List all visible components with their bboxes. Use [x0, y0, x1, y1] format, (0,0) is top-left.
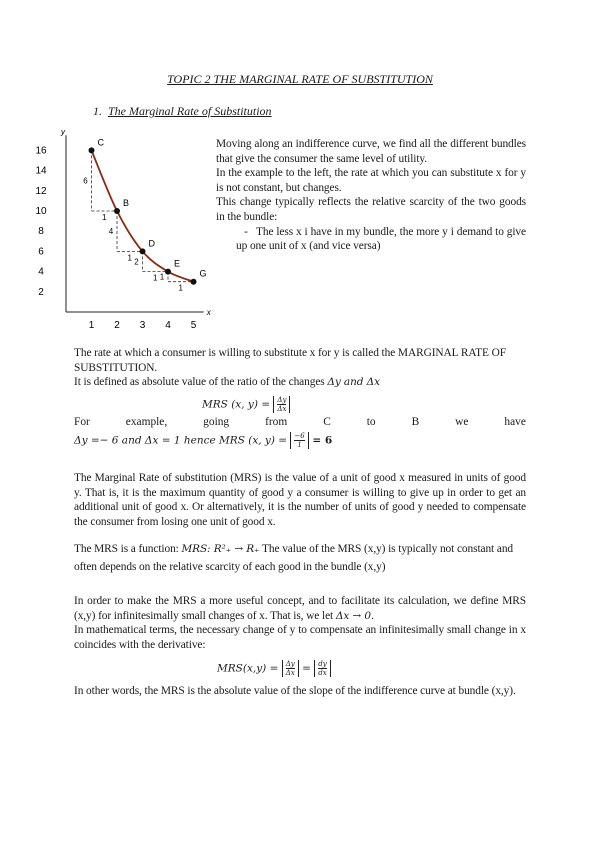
- definition-line-2: [74, 375, 526, 390]
- point-label: E: [174, 258, 181, 269]
- mrs-fraction: [273, 396, 290, 413]
- mrs-explanation-paragraph: The Marginal Rate of substitution (MRS) is the value of a unit of good x measured in units of good y. That is, it is the maximum quantity of good y a consumer is willing to give up in order to get an additional unit of good x. Or alternatively, it is the number of units of good y needed to compensate the consumer from losing one unit of good x.: [74, 472, 526, 528]
- derivative-fraction-2: [314, 660, 330, 677]
- x-tick-label: 1: [88, 320, 95, 331]
- example-word: C: [323, 416, 331, 428]
- y-tick-label: 16: [35, 145, 47, 157]
- step-dy-label: 4: [108, 227, 114, 237]
- example-word: to: [366, 416, 376, 428]
- step-dy-label: 2: [134, 257, 139, 267]
- bullet-marker: -: [244, 225, 248, 238]
- infinitesimal-text-b: In mathematical terms, the necessary change of y to compensate an infinitesimally small change in x coincides with the derivative:: [74, 624, 526, 651]
- y-tick-label: 4: [38, 266, 44, 278]
- example-word: have: [504, 416, 526, 428]
- derivative-fraction-1-den: Δx: [285, 669, 295, 677]
- infinitesimal-text-a: In order to make the MRS a more useful concept, and to facilitate its calculation, we define MRS (x,y) for infinitesimally small changes of x. That is, we let: [74, 595, 526, 622]
- section-number: 1.: [93, 104, 102, 118]
- mrs-function-paragraph: [74, 540, 526, 576]
- bullet-text: The less x i have in my bundle, the more y i demand to give up one unit of x (and vice versa): [236, 225, 526, 253]
- example-word: example,: [125, 416, 168, 428]
- intro-text: [216, 137, 526, 254]
- y-tick-label: 12: [35, 185, 47, 197]
- mrs-fraction-den: Δx: [277, 405, 287, 413]
- infinitesimal-math: Δx → 0.: [335, 609, 375, 622]
- point-label: C: [97, 137, 104, 148]
- derivative-formula: [217, 660, 331, 677]
- example-math-a: Δy =− 6 and Δx = 1 hence MRS (x, y) =: [74, 434, 291, 447]
- slope-paragraph: In other words, the MRS is the absolute value of the slope of the indifference curve at bundle (x,y).: [74, 685, 516, 697]
- point-g: [191, 279, 197, 285]
- example-line: [74, 416, 526, 428]
- point-b: [114, 208, 120, 214]
- derivative-fraction-1-num: Δy: [285, 660, 295, 668]
- point-e: [165, 269, 171, 275]
- step-dy-label: 1: [159, 272, 165, 282]
- section-heading: [93, 104, 272, 119]
- derivative-fraction-2-den: dx: [318, 669, 327, 677]
- x-tick-label: 2: [114, 320, 120, 331]
- mrs-function-text-a: The MRS is a function:: [74, 543, 182, 555]
- example-fraction-num: −6: [294, 432, 305, 440]
- page-title: TOPIC 2 THE MARGINAL RATE OF SUBSTITUTION: [167, 72, 433, 86]
- example-word: from: [265, 416, 288, 428]
- definition-line-2-math: Δy and Δx: [327, 376, 380, 389]
- x-tick-label: 3: [139, 320, 146, 331]
- example-word: we: [455, 416, 469, 428]
- example-math: [74, 432, 332, 449]
- y-tick-label: 10: [35, 206, 47, 217]
- point-label: G: [199, 268, 207, 279]
- y-tick-label: 8: [38, 226, 44, 238]
- x-axis-label: x: [206, 308, 211, 317]
- example-word: B: [411, 416, 420, 428]
- step-dx-label: 1: [178, 283, 183, 293]
- example-fraction-den: 1: [297, 441, 302, 449]
- x-tick-label: 4: [165, 320, 171, 331]
- mrs-formula-lhs: MRS (x, y) =: [202, 398, 274, 411]
- example-word: For: [74, 416, 90, 428]
- mrs-function-math: MRS: R²₊ → R₊: [181, 543, 260, 555]
- derivative-fraction-2-num: dy: [318, 660, 327, 668]
- derivative-eq: =: [298, 662, 315, 675]
- point-d: [140, 248, 146, 254]
- y-axis-label: y: [61, 127, 65, 137]
- definition-line-1: The rate at which a consumer is willing to substitute x for y is called the MARGINAL RATE OF SUBSTITUTION.: [74, 347, 507, 374]
- example-fraction: [290, 432, 308, 449]
- example-word: going: [203, 416, 230, 428]
- x-tick-label: 5: [190, 320, 197, 331]
- intro-line: Moving along an indifference curve, we find all the different bundles that give the consumer the same level of utility.: [216, 138, 526, 165]
- y-tick-label: 2: [38, 286, 44, 298]
- step-dx-label: 1: [153, 273, 158, 283]
- step-dy-label: 6: [83, 176, 88, 186]
- mrs-fraction-num: Δy: [277, 396, 287, 404]
- point-c: [89, 147, 95, 153]
- derivative-formula-lhs: MRS(x,y) =: [217, 662, 282, 675]
- step-dx-label: 1: [127, 253, 132, 263]
- derivative-fraction-1: [282, 660, 299, 677]
- intro-line: In the example to the left, the rate at which you can substitute x for y is not constant, but changes.: [216, 167, 526, 194]
- step-dx-label: 1: [102, 213, 107, 222]
- y-tick-label: 14: [35, 165, 47, 177]
- point-label: B: [123, 198, 130, 208]
- mrs-function-text-b: The value of the MRS (x,y) is typically not constant and often depends on the relative scarcity of each good in the bundle (x,y): [74, 543, 514, 573]
- point-label: D: [148, 238, 155, 249]
- intro-line: This change typically reflects the relative scarcity of the two goods in the bundle:: [216, 196, 526, 223]
- definition-line-2-text: It is defined as absolute value of the ratio of the changes: [74, 376, 328, 389]
- y-tick-label: 6: [38, 246, 44, 258]
- mrs-formula: [202, 396, 290, 413]
- example-math-b: = 6: [308, 434, 333, 447]
- intro-bullet: [216, 225, 526, 254]
- indifference-curve-chart: [35, 122, 218, 337]
- section-label: The Marginal Rate of Substitution: [108, 104, 272, 118]
- infinitesimal-paragraph: [74, 594, 526, 652]
- definition-paragraph: [74, 346, 526, 390]
